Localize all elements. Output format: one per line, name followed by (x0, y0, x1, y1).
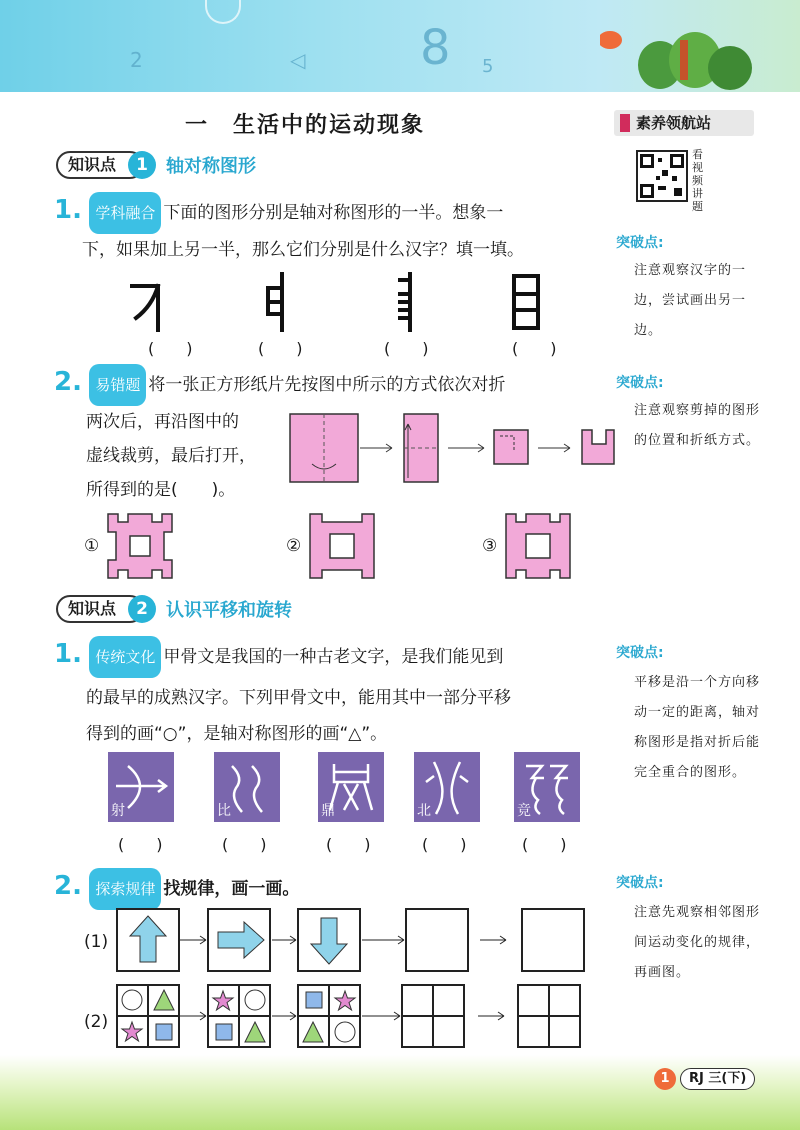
option-shape-1[interactable] (104, 510, 176, 586)
sidebar-heading-text: 素养领航站 (636, 114, 712, 132)
footer-band (0, 1055, 800, 1130)
kp-label: 知识点 (68, 599, 117, 618)
qr-code[interactable] (636, 150, 688, 202)
tip-text-2: 注意观察剪掉的图形的位置和折纸方式。 (634, 403, 761, 448)
kp-number: 1 (128, 151, 156, 179)
question-number: 1. (54, 195, 82, 225)
edition-label: RJ 三(下) (680, 1068, 755, 1090)
kp-pill (56, 595, 148, 623)
oracle-char-label: 北 (417, 803, 431, 819)
option-shape-2[interactable] (306, 510, 378, 586)
answer-blank[interactable]: ( ) (118, 835, 163, 854)
answer-blank[interactable]: ( ) (326, 835, 371, 854)
kp-pill (56, 151, 148, 179)
answer-blank[interactable]: ( ) (522, 835, 567, 854)
kp-label: 知识点 (68, 155, 117, 174)
answer-blank[interactable]: ( ) (512, 339, 557, 358)
question-text: 所得到的是( )。 (86, 480, 236, 500)
question-1-1 (54, 190, 614, 234)
question-number: 1. (54, 639, 82, 669)
question-2-2 (54, 866, 614, 910)
oracle-card-bei (414, 752, 480, 822)
question-tag: 易错题 (89, 364, 146, 406)
knowledge-point-1 (56, 150, 256, 180)
tip-text-1: 注意观察汉字的一边，尝试画出另一边。 (634, 263, 747, 338)
page-number: 1 (654, 1068, 676, 1090)
option-label: ② (286, 536, 302, 556)
question-text: 找规律，画一画。 (163, 879, 300, 899)
question-text: 的最早的成熟汉字。下列甲骨文中，能用其中一部分平移 (86, 688, 511, 708)
question-2-1 (54, 634, 614, 678)
kp-title: 轴对称图形 (166, 156, 257, 177)
oracle-card-she (108, 752, 174, 822)
question-text: 两次后，再沿图中的 (86, 412, 239, 432)
answer-blank[interactable]: ( ) (148, 339, 193, 358)
question-text: 得到的画“○”，是轴对称图形的画“△”。 (86, 724, 388, 744)
question-text-line2: 下，如果加上另一半，那么它们分别是什么汉字？填一填。 (82, 240, 524, 260)
option-label: ③ (482, 536, 498, 556)
knowledge-point-2 (56, 594, 292, 624)
option-label: ① (84, 536, 100, 556)
decor-digit: 5 (482, 56, 494, 77)
kp-number: 2 (128, 595, 156, 623)
decor-digit: 8 (420, 20, 451, 76)
kp-title: 认识平移和旋转 (166, 600, 293, 621)
question-number: 2. (54, 367, 82, 397)
sidebar-heading (614, 110, 754, 136)
oracle-card-ding (318, 752, 384, 822)
tip-text-3: 平移是沿一个方向移动一定的距离，轴对称图形是指对折后能完全重合的图形。 (634, 675, 761, 780)
leaf-illustration (600, 20, 780, 90)
tip-label: 突破点: (616, 645, 664, 661)
oracle-card-bi (214, 752, 280, 822)
pattern-row-1 (116, 908, 596, 976)
tip-label: 突破点: (616, 875, 664, 891)
pattern-row-2 (116, 984, 596, 1052)
oracle-card-jing (514, 752, 580, 822)
answer-blank[interactable]: ( ) (422, 835, 467, 854)
folding-diagram (288, 410, 618, 490)
page-title: 一 生活中的运动现象 (184, 113, 425, 138)
row-label: (2) (84, 1012, 109, 1032)
answer-blank[interactable]: ( ) (258, 339, 303, 358)
question-text: 下面的图形分别是轴对称图形的一半。想象一 (163, 203, 504, 223)
decor-triangle: ◁ (290, 48, 306, 72)
question-text: 虚线裁剪，最后打开， (86, 446, 256, 466)
question-tag: 学科融合 (89, 192, 161, 234)
question-tag: 传统文化 (89, 636, 161, 678)
tip-label: 突破点: (616, 235, 664, 251)
question-1-2 (54, 362, 614, 406)
row-label: (1) (84, 932, 109, 952)
tip-text-4: 注意先观察相邻图形间运动变化的规律，再画图。 (634, 905, 761, 980)
answer-blank[interactable]: ( ) (222, 835, 267, 854)
decor-digit: 2 (130, 48, 143, 72)
oracle-char-label: 比 (217, 803, 231, 819)
question-text: 甲骨文是我国的一种古老文字，是我们能见到 (163, 647, 504, 667)
answer-blank[interactable]: ( ) (384, 339, 429, 358)
question-tag: 探索规律 (89, 868, 161, 910)
question-text: 将一张正方形纸片先按图中所示的方式依次对折 (148, 375, 506, 395)
qr-label: 看视频讲题 (692, 148, 703, 213)
oracle-char-label: 竞 (517, 803, 531, 819)
oracle-char-label: 射 (111, 803, 125, 819)
option-shape-3[interactable] (502, 510, 574, 586)
tip-label: 突破点: (616, 375, 664, 391)
question-number: 2. (54, 871, 82, 901)
bookmark-icon (620, 114, 630, 132)
character-halves (118, 272, 618, 332)
oracle-char-label: 鼎 (321, 803, 335, 819)
